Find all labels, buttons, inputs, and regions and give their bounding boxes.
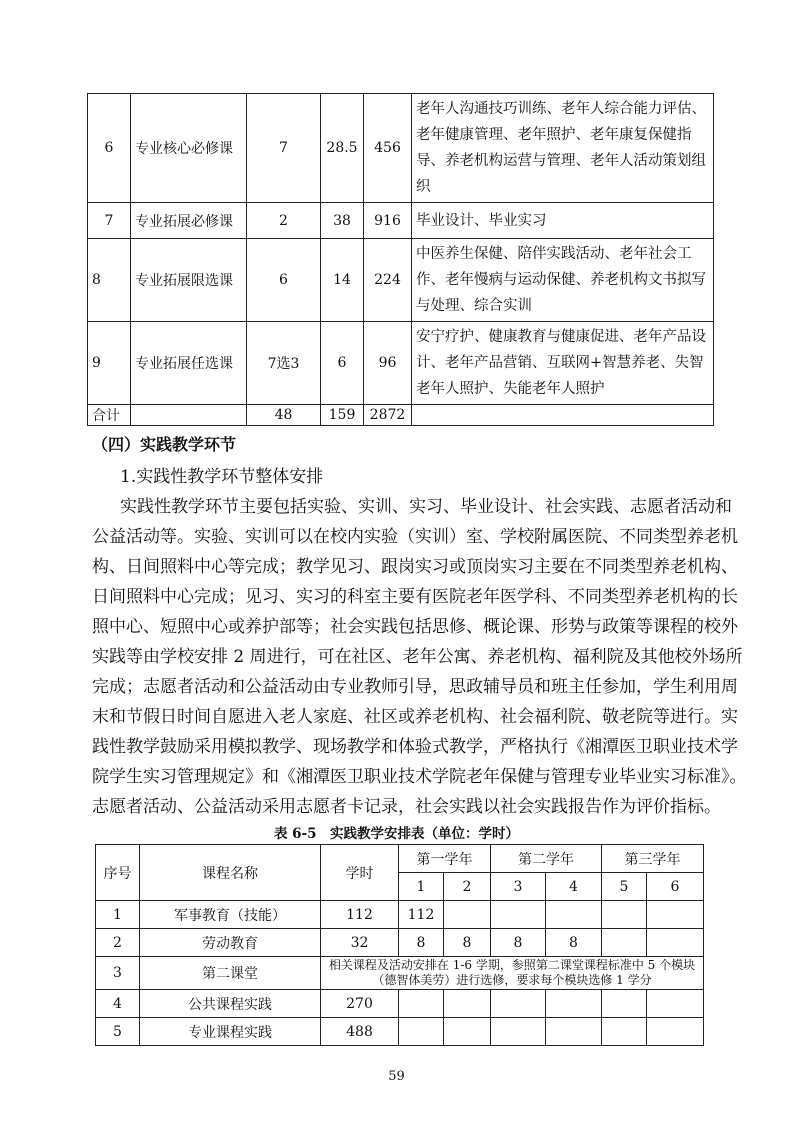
table-row: [96, 990, 704, 1018]
cell: 488: [321, 1018, 399, 1046]
cell: 270: [321, 990, 399, 1018]
cell: [399, 990, 444, 1018]
cell: 916: [364, 203, 412, 239]
cell: [399, 1018, 444, 1046]
cell: 6: [247, 239, 321, 322]
table-caption: 表 6-5 实践教学安排表（单位：学时）: [273, 826, 520, 842]
table-row: [96, 957, 704, 990]
header-row: [96, 845, 704, 873]
paragraph-line: 院学生实习管理规定》和《湘潭医卫职业技术学院老年保健与管理专业毕业实习标准》。: [92, 767, 747, 787]
cell: [546, 901, 602, 929]
cell: 专业核心必修课: [131, 94, 247, 203]
header-cell: 学时: [321, 845, 399, 901]
cell: 3: [96, 957, 140, 990]
table-row: [88, 203, 714, 239]
paragraph-line: 志愿者活动、公益活动采用志愿者卡记录，社会实践以社会实践报告作为评价指标。: [92, 797, 721, 817]
cell: [444, 901, 491, 929]
cell: [647, 929, 704, 957]
header-cell: 课程名称: [140, 845, 321, 901]
cell: [602, 901, 647, 929]
cell: 14: [321, 239, 364, 322]
course-structure-table: [87, 93, 714, 426]
paragraph-line: 践性教学鼓励采用模拟教学、现场教学和体验式教学，严格执行《湘潭医卫职业技术学: [92, 737, 738, 757]
table-row: [96, 1018, 704, 1046]
cell: 2: [96, 929, 140, 957]
cell: [602, 929, 647, 957]
cell: 8: [399, 929, 444, 957]
cell: [491, 1018, 546, 1046]
cell: [491, 990, 546, 1018]
cell: 224: [364, 239, 412, 322]
paragraph-line: 完成；志愿者活动和公益活动由专业教师引导，思政辅导员和班主任参加，学生利用周: [92, 677, 738, 697]
cell: [546, 990, 602, 1018]
cell: 7: [247, 94, 321, 203]
cell: 劳动教育: [140, 929, 321, 957]
header-cell: 1: [399, 873, 444, 901]
cell: 8: [444, 929, 491, 957]
header-cell: 5: [602, 873, 647, 901]
cell: 7: [88, 203, 131, 239]
subheading: 1.实践性教学环节整体安排: [120, 467, 324, 487]
table-row: [88, 239, 714, 322]
total-row: [88, 405, 714, 426]
cell: 老年人沟通技巧训练、老年人综合能力评估、老年健康管理、老年照护、老年康复保健指导、养老机构运营与管理、老年人活动策划组织: [412, 94, 714, 203]
page-number: 59: [388, 1069, 405, 1084]
cell: 32: [321, 929, 399, 957]
cell: 8: [491, 929, 546, 957]
cell: [602, 990, 647, 1018]
cell: [647, 1018, 704, 1046]
cell: 38: [321, 203, 364, 239]
cell: 安宁疗护、健康教育与健康促进、老年产品设计、老年产品营销、互联网+智慧养老、失智老年人照护、失能老年人照护: [412, 322, 714, 405]
cell: 6: [321, 322, 364, 405]
table-row: [96, 901, 704, 929]
header-cell: 4: [546, 873, 602, 901]
header-cell: 序号: [96, 845, 140, 901]
cell: 6: [88, 94, 131, 203]
header-cell: 第二学年: [491, 845, 602, 873]
cell: [444, 990, 491, 1018]
header-cell: 3: [491, 873, 546, 901]
cell: 8: [88, 239, 131, 322]
cell: 公共课程实践: [140, 990, 321, 1018]
cell: 112: [399, 901, 444, 929]
paragraph-line: 公益活动等。实验、实训可以在校内实验（实训）室、学校附属医院、不同类型养老机: [92, 527, 738, 547]
cell: 合计: [88, 405, 131, 426]
header-cell: 第三学年: [602, 845, 704, 873]
paragraph-line: 日间照料中心完成；见习、实习的科室主要有医院老年医学科、不同类型养老机构的长: [92, 587, 738, 607]
table-row: [96, 929, 704, 957]
header-cell: 2: [444, 873, 491, 901]
cell: 159: [321, 405, 364, 426]
cell: 第二课堂: [140, 957, 321, 990]
paragraph-line: 末和节假日时间自愿进入老人家庭、社区或养老机构、社会福利院、敬老院等进行。实: [92, 707, 738, 727]
cell: 军事教育（技能）: [140, 901, 321, 929]
cell: 2872: [364, 405, 412, 426]
cell: 48: [247, 405, 321, 426]
cell: 专业拓展必修课: [131, 203, 247, 239]
paragraph: [0, 492, 793, 822]
cell: 28.5: [321, 94, 364, 203]
cell: [444, 1018, 491, 1046]
cell: 中医养生保健、陪伴实践活动、老年社会工作、老年慢病与运动保健、养老机构文书拟写与处理、综合实训: [412, 239, 714, 322]
page-body: [0, 93, 793, 1046]
paragraph-line: 构、日间照料中心等完成；教学见习、跟岗实习或顶岗实习主要在不同类型养老机构、: [92, 557, 738, 577]
cell: 专业拓展任选课: [131, 322, 247, 405]
cell: [131, 405, 247, 426]
cell: [491, 901, 546, 929]
table-row: [88, 322, 714, 405]
cell: 4: [96, 990, 140, 1018]
cell: [647, 990, 704, 1018]
header-cell: 第一学年: [399, 845, 491, 873]
cell: 9: [88, 322, 131, 405]
paragraph-line: 照中心、短照中心或养护部等；社会实践包括思修、概论课、形势与政策等课程的校外: [92, 617, 738, 637]
cell: [412, 405, 714, 426]
paragraph-line: 实践性教学环节主要包括实验、实训、实习、毕业设计、社会实践、志愿者活动和: [120, 497, 732, 517]
cell: 112: [321, 901, 399, 929]
cell: [602, 1018, 647, 1046]
paragraph-line: 实践等由学校安排 2 周进行，可在社区、老年公寓、养老机构、福利院及其他校外场所: [92, 647, 743, 667]
cell: 8: [546, 929, 602, 957]
table-row: [88, 94, 714, 203]
cell: 7选3: [247, 322, 321, 405]
cell: 5: [96, 1018, 140, 1046]
cell: 专业课程实践: [140, 1018, 321, 1046]
cell: 专业拓展限选课: [131, 239, 247, 322]
cell: 456: [364, 94, 412, 203]
cell: [546, 1018, 602, 1046]
cell: 2: [247, 203, 321, 239]
cell: 1: [96, 901, 140, 929]
section-heading: （四）实践教学环节: [92, 435, 237, 454]
note-cell: 相关课程及活动安排在 1-6 学期，参照第二课堂课程标准中 5 个模块（德智体美劳）进行选修，要求每个模块选修 1 学分: [321, 957, 704, 990]
header-cell: 6: [647, 873, 704, 901]
cell: 96: [364, 322, 412, 405]
cell: [647, 901, 704, 929]
practice-schedule-table: [95, 844, 704, 1046]
cell: 毕业设计、毕业实习: [412, 203, 714, 239]
